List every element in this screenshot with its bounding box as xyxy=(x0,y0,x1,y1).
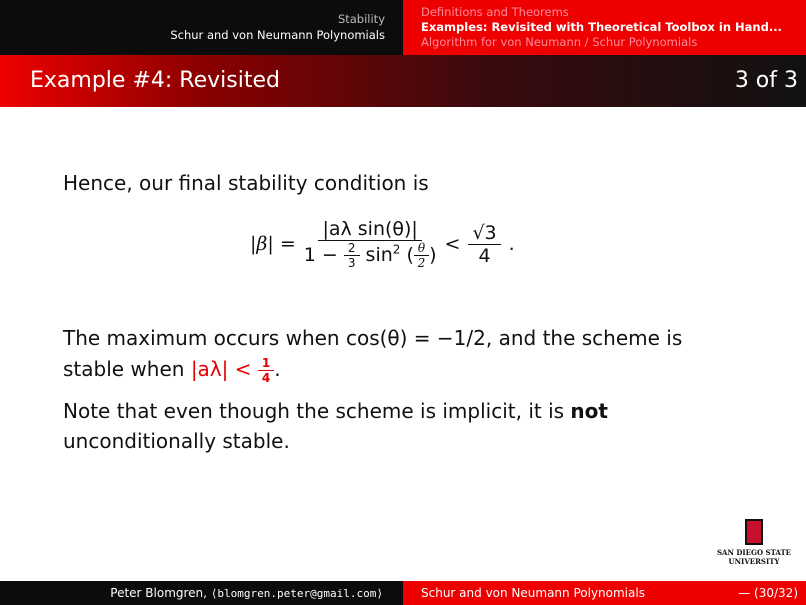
stability-equation: |β| = |aλ sin(θ)| 1 − $\frac{2}{3}$ $\sin^2$ ( $\frac{\theta}{2}$ ) < $\frac{√3}{4}$ . xyxy=(250,218,515,270)
header-right xyxy=(403,0,806,55)
emphasis-not: not xyxy=(570,399,608,423)
eq-fraction xyxy=(304,218,437,270)
text-line: Hence, our final stability condition is xyxy=(63,171,429,195)
text-line: stable when |aλ| < $\frac{1}{4}$ . xyxy=(63,356,281,385)
eq-less-than: < xyxy=(444,233,461,255)
slide-title: Example #4: Revisited xyxy=(30,68,280,93)
eq-lhs: |β| = xyxy=(250,233,296,255)
sdsu-shield-icon xyxy=(745,519,763,545)
eq-numerator: |aλ sin(θ)| xyxy=(318,218,421,241)
footer-left xyxy=(0,581,403,605)
text-line: unconditionally stable. xyxy=(63,429,290,453)
eq-rhs: $\frac{√3}{4}$ xyxy=(468,222,500,267)
footer-author: Peter Blomgren, xyxy=(110,586,207,600)
text-line: The maximum occurs when cos(θ) = −1/2, and the scheme is xyxy=(63,326,683,350)
eq-denominator: 1 − $\frac{2}{3}$ $\sin^2$ ( $\frac{\theta}{2}$ ) xyxy=(303,241,437,270)
nav-section[interactable]: Stability xyxy=(337,12,385,26)
text-line: Note that even though the scheme is implicit, it is not xyxy=(63,399,608,423)
nav-subsection[interactable]: Schur and von Neumann Polynomials xyxy=(170,28,385,42)
slide-page-count: 3 of 3 xyxy=(734,68,798,93)
title-bar xyxy=(0,55,806,107)
nav-item-active[interactable]: Examples: Revisited with Theoretical Toolbox in Hand... xyxy=(421,20,782,34)
university-logo: SAN DIEGO STATE UNIVERSITY xyxy=(708,519,800,566)
header-left xyxy=(0,0,403,55)
footer-right xyxy=(403,581,806,605)
highlighted-condition: |aλ| < $\frac{1}{4}$ xyxy=(191,357,274,381)
nav-item[interactable]: Algorithm for von Neumann / Schur Polynomials xyxy=(421,35,698,49)
footer-email: ⟨blomgren.peter@gmail.com⟩ xyxy=(210,587,383,600)
nav-item[interactable]: Definitions and Theorems xyxy=(421,5,569,19)
footer-page-number: — (30/32) xyxy=(738,586,798,600)
footer-title: Schur and von Neumann Polynomials xyxy=(421,586,645,600)
